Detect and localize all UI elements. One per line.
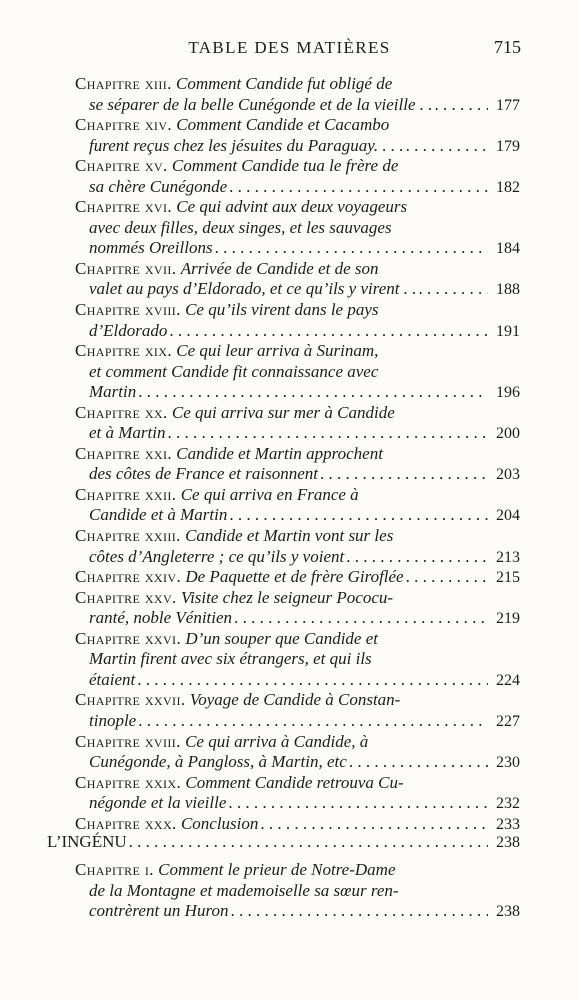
- chapter-page-number: 179: [496, 137, 520, 155]
- chapter-title-line: Comment le prieur de Notre-Dame: [158, 860, 396, 879]
- dot-leader: [346, 547, 488, 568]
- toc-line: [75, 382, 520, 403]
- toc-entry[interactable]: [75, 567, 520, 588]
- chapter-title-line: Conclusion: [180, 813, 259, 833]
- chapter-title-line: et à Martin: [89, 423, 166, 443]
- chapter-page-number: 215: [496, 569, 520, 587]
- chapter-page-number: 191: [496, 322, 520, 340]
- chapter-title-line: Candide et à Martin: [89, 505, 228, 525]
- toc-line: [75, 218, 520, 239]
- chapter-title-line: valet au pays d’Eldorado, et ce qu’ils y virent . .: [89, 279, 417, 299]
- chapter-label: Chapitre xxv.: [75, 587, 177, 607]
- chapter-page-number: 227: [496, 712, 520, 730]
- chapter-title-line: tinople: [89, 710, 137, 730]
- chapter-label: Chapitre xx.: [75, 402, 168, 422]
- toc-line: [75, 752, 520, 773]
- dot-leader: [406, 136, 488, 157]
- toc-line: [75, 505, 520, 526]
- toc-entry[interactable]: [75, 197, 520, 259]
- chapter-page-number: 177: [496, 96, 520, 114]
- chapter-title-line: Martin firent avec six étrangers, et qui ils: [89, 649, 372, 669]
- dot-leader: [435, 95, 488, 116]
- toc-line: [75, 690, 520, 711]
- toc-line: [75, 136, 520, 157]
- chapter-title-line: Voyage de Candide à Constan-: [189, 690, 401, 710]
- chapter-label: Chapitre xix.: [75, 341, 173, 361]
- chapter-label: Chapitre xvii.: [75, 258, 177, 278]
- toc-line: [75, 362, 520, 383]
- toc-line: [75, 670, 520, 691]
- toc-line: [75, 74, 520, 95]
- toc-line: [75, 300, 520, 321]
- toc-line: [75, 156, 520, 177]
- dot-leader: [229, 505, 488, 526]
- chapter-title-line: Comment Candide fut obligé de: [176, 74, 393, 93]
- toc-line: [75, 588, 520, 609]
- chapter-label: Chapitre xxvi.: [75, 628, 182, 648]
- toc-line: [75, 444, 520, 465]
- toc-entry[interactable]: [75, 156, 520, 197]
- toc-line: [75, 881, 520, 902]
- toc-entry[interactable]: [75, 485, 520, 526]
- toc-line: [75, 567, 520, 588]
- toc-entry[interactable]: [75, 259, 520, 300]
- dot-leader: [418, 279, 488, 300]
- dot-leader: [168, 423, 489, 444]
- chapter-label: Chapitre xxvii.: [75, 690, 186, 710]
- chapter-page-number: 196: [496, 384, 520, 402]
- section-page-number: 238: [496, 834, 520, 851]
- chapter-label: Chapitre i.: [75, 860, 154, 879]
- chapter-page-number: 204: [496, 507, 520, 525]
- chapter-title-line: se séparer de la belle Cunégonde et de la vieille . .: [89, 94, 433, 114]
- toc-entry[interactable]: [75, 773, 520, 814]
- chapter-title-line: Visite chez le seigneur Pococu-: [180, 587, 394, 607]
- dot-leader: [138, 711, 488, 732]
- chapter-page-number: 233: [496, 815, 520, 833]
- chapter-title-line: d’Eldorado: [89, 320, 168, 340]
- toc-entry[interactable]: [75, 629, 520, 691]
- dot-leader: [349, 752, 488, 773]
- toc-line: [75, 649, 520, 670]
- toc-line: [75, 321, 520, 342]
- toc-entry[interactable]: [75, 444, 520, 485]
- section-title: L’INGÉNU: [47, 832, 127, 851]
- chapter-page-number: 232: [496, 795, 520, 813]
- chapter-label: Chapitre xviii.: [75, 300, 181, 320]
- chapter-page-number: 200: [496, 425, 520, 443]
- dot-leader: [228, 793, 488, 814]
- running-title: TABLE DES MATIÈRES: [188, 38, 391, 57]
- chapter-label: Chapitre xxx.: [75, 813, 177, 833]
- dot-leader: [137, 670, 488, 691]
- toc-line: [75, 423, 520, 444]
- chapter-label: Chapitre xxii.: [75, 484, 177, 504]
- toc-line: [75, 177, 520, 198]
- chapter-title-line: D’un souper que Candide et: [185, 628, 378, 648]
- toc-entry[interactable]: [75, 341, 520, 403]
- chapter-title-line: Ce qui arriva à Candide, à: [185, 731, 369, 751]
- dot-leader: [129, 832, 488, 853]
- chapter-title-line: Ce qui arriva en France à: [180, 484, 359, 504]
- toc-line: [75, 608, 520, 629]
- chapter-title-line: contrèrent un Huron: [89, 901, 229, 921]
- chapter-title-line: négonde et la vieille: [89, 793, 227, 813]
- toc-line: [75, 547, 520, 568]
- toc-line: [75, 259, 520, 280]
- chapter-title-line: Ce qu’ils virent dans le pays: [185, 300, 379, 320]
- section-entry: [47, 832, 520, 853]
- toc-entry[interactable]: [75, 588, 520, 629]
- chapter-title-line: Comment Candide et Cacambo: [176, 115, 390, 135]
- toc-line: [75, 95, 520, 116]
- toc-line: [75, 711, 520, 732]
- chapter-title-line: et comment Candide fit connaissance avec: [89, 361, 379, 381]
- toc-entry[interactable]: [75, 860, 520, 922]
- chapter-page-number: 188: [496, 281, 520, 299]
- chapter-label: Chapitre xv.: [75, 156, 168, 176]
- chapter-label: Chapitre xiv.: [75, 115, 173, 135]
- chapter-page-number: 213: [496, 548, 520, 566]
- chapter-title-line: Candide et Martin vont sur les: [185, 526, 394, 546]
- toc-entry[interactable]: [75, 690, 520, 731]
- chapter-title-line: Ce qui advint aux deux voyageurs: [176, 197, 408, 217]
- toc-line: [75, 238, 520, 259]
- chapter-title-line: Cunégonde, à Pangloss, à Martin, etc: [89, 752, 347, 772]
- chapter-page-number: 203: [496, 466, 520, 484]
- chapter-label: Chapitre xvi.: [75, 197, 173, 217]
- dot-leader: [138, 382, 488, 403]
- dot-leader: [229, 177, 488, 198]
- chapter-title-line: De Paquette et de frère Giroflée: [185, 567, 404, 587]
- chapter-title-line: Ce qui arriva sur mer à Candide: [171, 402, 395, 422]
- chapter-page-number: 182: [496, 178, 520, 196]
- chapter-title-line: nommés Oreillons: [89, 238, 213, 258]
- toc-line: [75, 403, 520, 424]
- dot-leader: [230, 901, 488, 922]
- toc-line: [75, 464, 520, 485]
- chapter-label: Chapitre xxi.: [75, 443, 173, 463]
- toc-entry[interactable]: [75, 403, 520, 444]
- toc-line: [75, 115, 520, 136]
- toc-entry[interactable]: [75, 526, 520, 567]
- chapter-title-line: Arrivée de Candide et de son: [180, 258, 379, 278]
- dot-leader: [215, 238, 488, 259]
- chapter-page-number: 238: [496, 903, 520, 921]
- toc-entry[interactable]: [75, 74, 520, 115]
- toc-line: [75, 279, 520, 300]
- page-header: [0, 38, 579, 58]
- page-number: 715: [494, 37, 521, 57]
- chapter-page-number: 224: [496, 671, 520, 689]
- toc-line: [75, 773, 520, 794]
- chapter-title-line: Ce qui leur arriva à Surinam,: [176, 341, 379, 361]
- chapter-title-line: Candide et Martin approchent: [176, 443, 383, 463]
- toc-line: [75, 860, 520, 881]
- toc-entry[interactable]: [75, 732, 520, 773]
- toc-line: [75, 901, 520, 922]
- chapter-label: Chapitre xviii.: [75, 731, 181, 751]
- chapter-label: Chapitre xxix.: [75, 772, 182, 792]
- toc-line: [75, 341, 520, 362]
- chapter-page-number: 184: [496, 240, 520, 258]
- toc-line: [75, 629, 520, 650]
- chapter-title-line: de la Montagne et mademoiselle sa sœur ren-: [89, 880, 399, 900]
- chapter-title-line: avec deux filles, deux singes, et les sauvages: [89, 217, 392, 237]
- chapter-title-line: ranté, noble Vénitien: [89, 608, 233, 628]
- chapter-title-line: Martin: [89, 382, 137, 402]
- toc-entry[interactable]: [75, 300, 520, 341]
- toc-line: [75, 526, 520, 547]
- dot-leader: [406, 567, 488, 588]
- dot-leader: [320, 464, 488, 485]
- toc-line: [75, 793, 520, 814]
- dot-leader: [234, 608, 488, 629]
- chapter-title-line: Comment Candide retrouva Cu-: [185, 772, 404, 792]
- chapter-page-number: 230: [496, 754, 520, 772]
- section-chapters: [75, 860, 520, 922]
- chapter-label: Chapitre xiii.: [75, 74, 172, 93]
- dot-leader: [169, 321, 488, 342]
- chapter-title-line: étaient: [89, 669, 136, 689]
- toc-line: [75, 732, 520, 753]
- chapter-title-line: furent reçus chez les jésuites du Paraguay. . . .: [89, 135, 404, 155]
- toc-line: [75, 197, 520, 218]
- chapter-page-number: 219: [496, 610, 520, 628]
- chapter-title-line: des côtes de France et raisonnent: [89, 464, 318, 484]
- chapter-label: Chapitre xxiii.: [75, 526, 181, 546]
- chapter-title-line: côtes d’Angleterre ; ce qu’ils y voient: [89, 546, 345, 566]
- chapter-title-line: sa chère Cunégonde: [89, 176, 228, 196]
- chapter-title-line: Comment Candide tua le frère de: [171, 156, 399, 176]
- toc-line: [75, 485, 520, 506]
- chapter-label: Chapitre xxiv.: [75, 567, 182, 587]
- toc-entry[interactable]: [75, 115, 520, 156]
- table-of-contents: [75, 74, 520, 834]
